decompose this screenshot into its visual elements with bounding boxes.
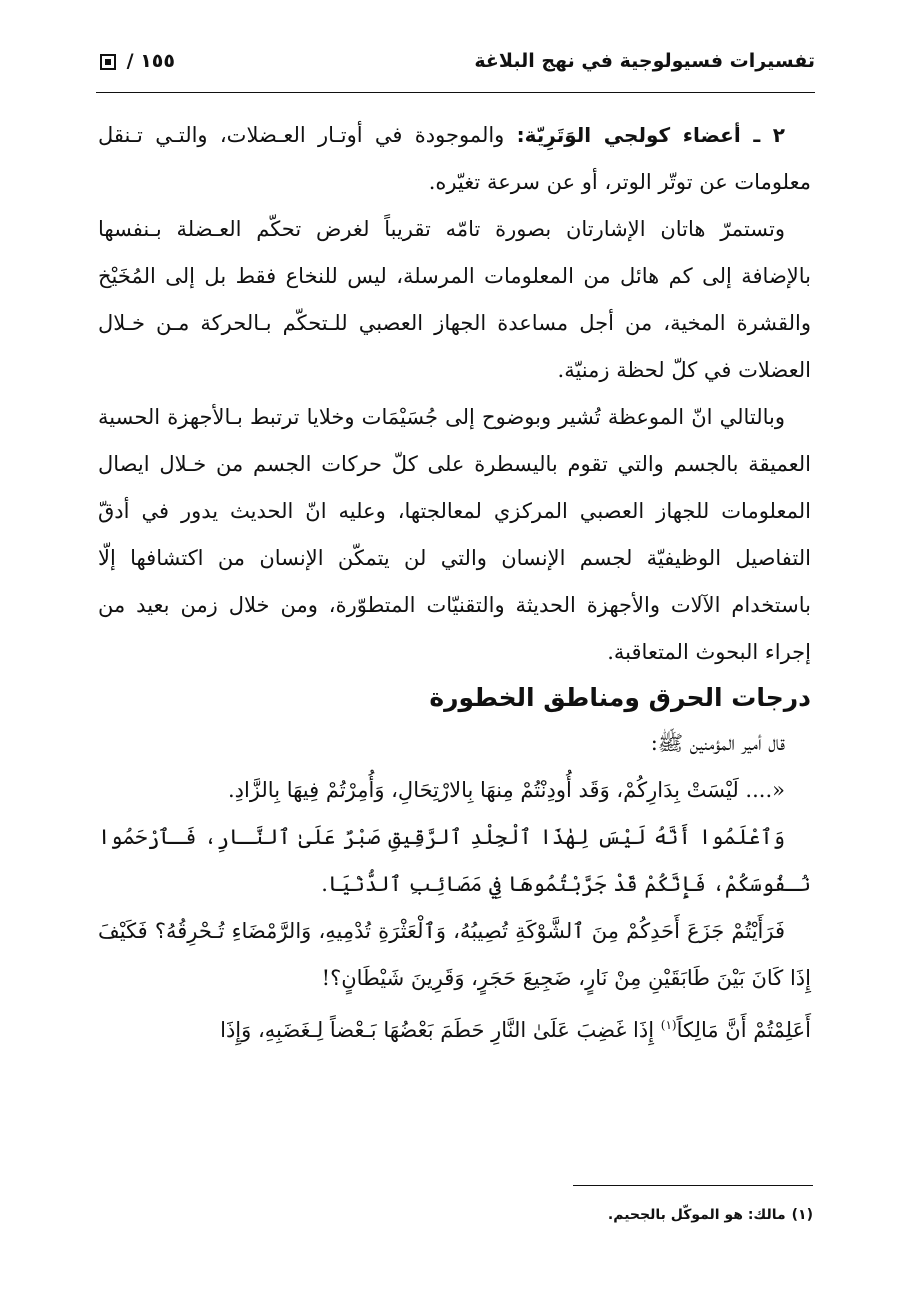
section-heading: درجات الحرق ومناطق الخطورة (429, 683, 811, 712)
footnote (608, 1207, 813, 1223)
item-2-text: والموجودة في أوتـار العـضلات، والتـي تـنقل معلومات عن توتّر الوتر، أو عن سرعة تغيّره. (98, 123, 811, 194)
footnote-label: (١) (791, 1207, 813, 1223)
running-title: تفسيرات فسيولوجية في نهج البلاغة (474, 50, 815, 72)
header-rule (96, 92, 815, 93)
page-body (98, 112, 811, 1054)
item-2-paragraph (98, 112, 811, 206)
quote-4-end: إِذَا غَضِبَ عَلَىٰ النَّارِ حَطَمَ بَعْضُهَا بَـعْضاً لِـغَضَبِهِ، وَإِذَا (220, 1018, 661, 1042)
footnote-marker[interactable]: (١) (660, 1018, 677, 1032)
item-2-lead: ٢ ـ أعضاء كولجي الوَتَرِيّة: (516, 123, 786, 147)
quote-line-3: فَرَأَيْتُمْ جَزَعَ أَحَدِكُمْ مِنَ ٱلشَّوْكَةِ تُصِيبُهُ، وَٱلْعَثْرَةِ تُدْمِيهِ، وَالرَّمْضَاءِ تُـحْرِقُهُ؟ فَكَيْفَ إِذَا كَانَ بَيْنَ طَابَقَيْنِ مِنْ نَارٍ، ضَجِيعَ حَجَرٍ، وَقَرِينَ شَيْطَانٍ؟! (98, 919, 811, 990)
paragraph-2: وبالتالي انّ الموعظة تُشير وبوضوح إلى جُسَيْمَات وخلايا ترتبط بـالأجهزة الحسية العميقة بالجسم والتي تقوم باليسطرة على كلّ حركات الجسم من خـلال ايصال المعلومات للجهاز العصبي المركزي لمعالجتها، وعليه انّ الحديث يدور في أدقّ التفاصيل الوظيفيّة لجسم الإنسان والتي لن يتمكّن الإنسان من اكتشافها إلّا باستخدام الآلات والأجهزة الحديثة والتقنيّات المتطوّرة، ومن خلال زمن بعيد من إجراء البحوث المتعاقبة. (98, 405, 811, 664)
footnote-text: مالك: هو الموكّل بالجحيم. (607, 1207, 786, 1223)
quote-4-start: أَعَلِمْتُمْ أَنَّ مَالِكاً (676, 1018, 811, 1042)
quote-intro: قال أمير المؤمنين ﷺ: (650, 731, 785, 755)
page-number-block (96, 50, 175, 72)
page-number: ١٥٥ (140, 50, 175, 72)
square-ornament-icon (100, 54, 116, 70)
footnote-rule (573, 1185, 813, 1186)
paragraph-1: وتستمرّ هاتان الإشارتان بصورة تامّه تقريباً لغرض تحكّم العـضلة بـنفسها بالإضافة إلى كم هائل من المعلومات المرسلة، ليس للنخاع فقط بل إلى المُخَيْخ والقشرة المخية، من أجل مساعدة الجهاز العصبي للـتحكّم بـالحركة مـن خـلال العضلات في كلّ لحظة زمنيّة. (98, 217, 811, 382)
quote-line-2: وَٱعْلَمُوا أَنَّهُ لَيْسَ لِهٰذَا ٱلْجِلْدِ ٱلرَّقِيقِ صَبْرٌ عَلَىٰ ٱلنَّـارِ، فَـٱرْحَمُوا نُـفُوسَكُمْ، فَإِنَّكُمْ قَدْ جَرَّبْتُمُوهَا فِي مَصَائِبِ ٱلدُّنْيَا. (98, 825, 811, 896)
header-separator: / (126, 50, 134, 72)
page-header (96, 44, 815, 78)
quote-line-4 (98, 1002, 811, 1054)
quote-line-1: «.... لَيْسَتْ بِدَارِكُمْ، وَقَد أُودِنْتُمْ مِنهَا بِالارْتِحَالِ، وَأُمِرْتُمْ فِيهَا بِالزَّادِ. (227, 778, 785, 802)
